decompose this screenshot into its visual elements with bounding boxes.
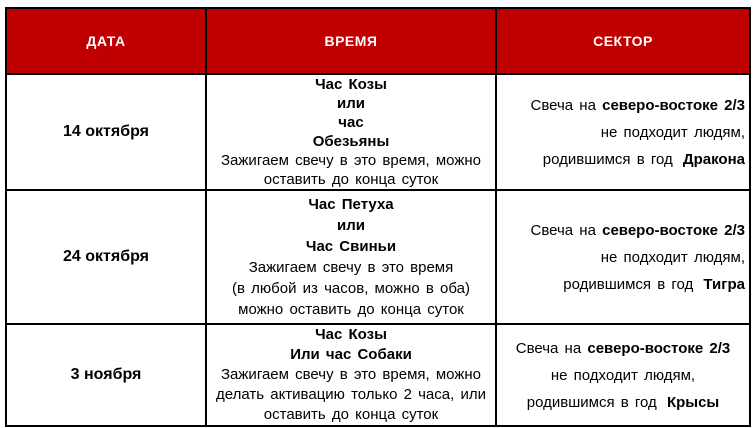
time-line: Зажигаем свечу в это время: [248, 259, 454, 276]
sector-zodiac: Дракона: [682, 150, 745, 168]
table-header-row: [6, 8, 750, 74]
sector-line: [501, 92, 745, 119]
time-line-bold: или: [337, 217, 365, 234]
time-line-bold: Час Козы: [315, 326, 387, 343]
time-line-bold: час: [338, 114, 364, 131]
sector-cell: [496, 74, 750, 190]
schedule-table: [5, 7, 751, 427]
sector-text: Свеча на: [530, 96, 603, 114]
header-time: ВРЕМЯ: [206, 8, 496, 74]
header-sector: СЕКТОР: [496, 8, 750, 74]
table-row: [6, 190, 750, 324]
time-cell: [206, 324, 496, 426]
time-line-bold: Час Козы: [315, 76, 387, 93]
date-cell: 3 ноября: [6, 324, 206, 426]
sector-zodiac: Крысы: [666, 393, 720, 411]
time-line-bold: Или час Собаки: [290, 346, 412, 363]
time-line: (в любой из часов, можно в оба): [232, 280, 470, 297]
time-cell: [206, 190, 496, 324]
header-date: ДАТА: [6, 8, 206, 74]
sector-line: [501, 217, 745, 244]
time-line-bold: или: [337, 95, 365, 112]
date-cell: 24 октября: [6, 190, 206, 324]
time-line: делать активацию только 2 часа, или: [216, 386, 486, 403]
sector-line: не подходит людям,: [600, 248, 745, 266]
sector-line: [501, 335, 745, 362]
sector-direction: северо-востоке 2/3: [587, 339, 731, 357]
sector-text: родившимся в год: [542, 150, 679, 168]
time-line: Зажигаем свечу в это время, можно: [221, 366, 481, 383]
time-line: Зажигаем свечу в это время, можно: [221, 152, 481, 169]
sector-text: родившимся в год: [563, 275, 700, 293]
sector-line: не подходит людям,: [550, 366, 696, 384]
table-row: [6, 74, 750, 190]
sector-direction: северо-востоке 2/3: [602, 96, 745, 114]
time-line-bold: Час Свиньи: [305, 238, 397, 255]
sector-text: Свеча на: [515, 339, 588, 357]
sector-zodiac: Тигра: [703, 275, 745, 293]
time-cell: [206, 74, 496, 190]
sector-line: не подходит людям,: [600, 123, 745, 141]
sector-cell: [496, 324, 750, 426]
time-line: оставить до конца суток: [263, 406, 439, 423]
sector-cell: [496, 190, 750, 324]
time-line-bold: Обезьяны: [312, 133, 390, 150]
sector-text: Свеча на: [530, 221, 603, 239]
sector-line: [501, 146, 745, 173]
time-line-bold: Час Петуха: [308, 196, 394, 213]
date-cell: 14 октября: [6, 74, 206, 190]
time-line: можно оставить до конца суток: [238, 301, 464, 318]
sector-line: [501, 271, 745, 298]
table-row: [6, 324, 750, 426]
sector-line: [501, 389, 745, 416]
sector-text: родившимся в год: [526, 393, 663, 411]
time-line: оставить до конца суток: [263, 171, 439, 188]
sector-direction: северо-востоке 2/3: [602, 221, 745, 239]
